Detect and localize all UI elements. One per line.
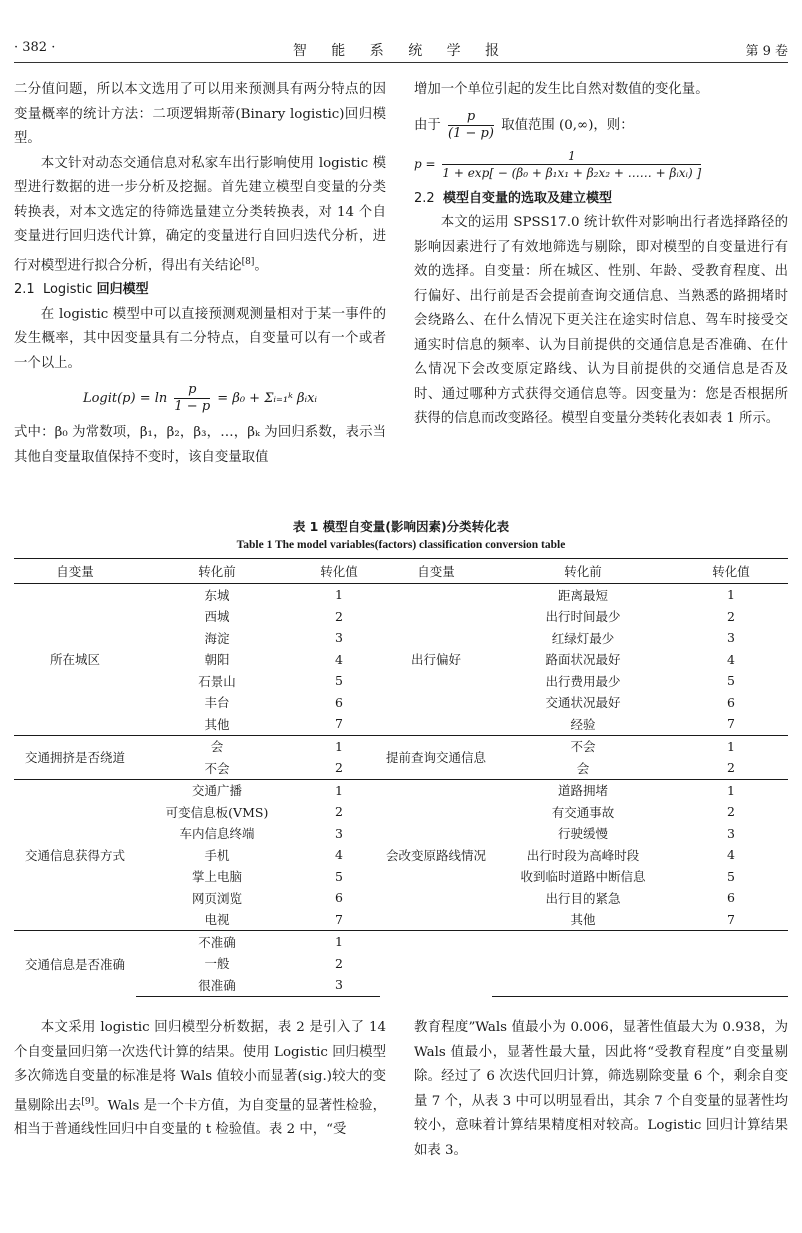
right-column-bottom [414,1016,788,1163]
equation-logit: Logit(p) = ln $\frac{p}{1 - p}$ = β₀ + Σᵢ₌₁ᵏ βᵢxᵢ [82,382,318,415]
converted-value-cell: 3 [727,825,735,841]
before-conversion-cell: 电视 [204,912,230,928]
variable-name-right: 提前查询交通信息 [380,735,492,779]
before-conversion-cell [492,974,674,996]
paragraph: 教育程度”Wals 值最小为 0.006，显著性值最大为 0.938，为 Wals 值最小，显著性最大量，因此将“受教育程度”自变量剔除。经过了 6 次迭代回归计算，筛选剔除变量 6 个，剩余自变量 7 个，从表 3 中可以明显看出，其余 7 个自变量的显著性均较小，意味着计算结果精度相对较高。Logistic 回归计算结果如表 3。 [414,1020,788,1158]
before-conversion-cell: 经验 [570,716,596,732]
converted-value-cell: 7 [335,716,343,732]
converted-value-cell: 4 [335,847,343,863]
section-heading-2-1: 2.1 Logistic 回归模型 [14,282,149,298]
converted-value-cell: 1 [298,735,380,757]
before-conversion-cell: 出行时间最少 [545,609,621,625]
paragraph: 增加一个单位引起的发生比自然对数值的变化量。 [414,82,709,97]
before-conversion-cell: 可变信息板(VMS) [165,804,269,820]
converted-value-cell: 2 [335,760,343,776]
before-conversion-cell: 其他 [570,912,596,928]
before-conversion-cell: 掌上电脑 [191,869,242,885]
paragraph: 式中：β₀ 为常数项，β₁，β₂，β₃，…，βₖ 为回归系数，表示当其他自变量取值保持不变时，该自变量取值 [14,425,386,465]
before-conversion-cell: 不准确 [136,931,298,953]
column-header: 转化值 [674,559,788,584]
column-header: 转化前 [492,559,674,584]
before-conversion-cell: 距离最短 [557,587,608,603]
column-header: 转化前 [136,559,298,584]
converted-value-cell: 3 [335,630,343,646]
converted-value-cell: 7 [727,911,735,927]
converted-value-cell: 5 [727,673,735,689]
variable-name-left: 所在城区 [49,652,100,668]
converted-value-cell: 4 [335,651,343,667]
converted-value-cell [674,931,788,953]
variable-name-right: 出行偏好 [410,652,461,668]
before-conversion-cell: 海淀 [204,630,230,646]
converted-value-cell: 6 [727,890,735,906]
table-row [14,584,788,606]
table-row [14,735,788,757]
converted-value-cell: 2 [335,804,343,820]
running-header [14,40,788,63]
table-header-row [14,559,788,584]
before-conversion-cell: 交通状况最好 [545,695,621,711]
converted-value-cell [674,953,788,975]
converted-value-cell: 4 [727,651,735,667]
volume-label: 第 9 卷 [745,44,788,59]
converted-value-cell: 6 [727,694,735,710]
converted-value-cell: 6 [335,694,343,710]
paragraph: 本文的运用 SPSS17.0 统计软件对影响出行者选择路径的影响因素进行了有效地筛选与剔除，即对模型的自变量进行有效的选择。自变量：所在城区、性别、年龄、受教育程度、出行偏好、出行前是否会提前查询交通信息、当熟悉的路拥堵时会绕路么、在什么情况下更关注在途实时信息、驾车时接受交通实时信息的频率、认为目前提供的交通信息是否准确、在什么情况下会改变原定路线、认为目前提供的交通信息是否及时、通过哪种方式获得交通信息等。因变量为：您是否根据所获得的信息而改变路径。模型自变量分类转化表如表 1 所示。 [414,215,788,426]
left-column-bottom [14,1016,386,1143]
before-conversion-cell: 红绿灯最少 [551,630,615,646]
converted-value-cell: 6 [335,890,343,906]
converted-value-cell: 5 [335,868,343,884]
paragraph: 二分值问题，所以本文选用了可以用来预测具有两分特点的因变量概率的统计方法：二项逻辑斯蒂(Binary logistic)回归模型。 [14,82,386,146]
left-column-top [14,78,386,470]
converted-value-cell: 1 [727,587,735,603]
before-conversion-cell: 手机 [204,847,230,863]
before-conversion-cell: 其他 [204,716,230,732]
before-conversion-cell: 一般 [204,956,230,972]
paragraph: 本文采用 logistic 回归模型分析数据，表 2 是引入了 14 个自变量回归第一次迭代计算的结果。使用 Logistic 回归模型多次筛选自变量的标准是将 Wals 值较小而显著(sig.)较大的变量剔除出去[9]。Wals 是一个卡方值，为自变量的显著性检验，相当于普通线性回归中自变量的 t 检验值。表 2 中，“受 [14,1020,386,1138]
table-title-cn: 表 1 模型自变量(影响因素)分类转化表 [292,519,510,534]
journal-title: 智 能 系 统 学 报 [292,43,510,59]
converted-value-cell: 5 [335,673,343,689]
before-conversion-cell: 出行时段为高峰时段 [526,847,640,863]
column-header: 自变量 [380,559,492,584]
classification-table [14,558,788,997]
before-conversion-cell: 网页浏览 [191,890,242,906]
column-header: 转化值 [298,559,380,584]
converted-value-cell: 1 [335,587,343,603]
before-conversion-cell: 石景山 [198,673,236,689]
before-conversion-cell: 有交通事故 [551,804,615,820]
paragraph: 本文针对动态交通信息对私家车出行影响使用 logistic 模型进行数据的进一步分析及挖掘。首先建立模型自变量的分类转换表，对本文选定的待筛选量建立分类转换表，对 14 个自变量进行回归迭代计算，确定的变量进行自回归迭代分析，进行对模型进行拟合分析，得出有关结论[8]。 [14,155,386,273]
before-conversion-cell: 出行目的紧急 [545,890,621,906]
citation: [8] [241,256,255,267]
before-conversion-cell [492,953,674,975]
converted-value-cell: 2 [727,804,735,820]
converted-value-cell: 2 [335,955,343,971]
before-conversion-cell [492,931,674,953]
converted-value-cell: 3 [727,630,735,646]
page-number: · 382 · [14,40,56,55]
converted-value-cell: 1 [298,931,380,953]
converted-value-cell [674,974,788,996]
converted-value-cell: 7 [727,716,735,732]
before-conversion-cell: 收到临时道路中断信息 [520,869,646,885]
before-conversion-cell: 西城 [204,609,230,625]
column-header: 自变量 [14,559,136,584]
right-column-top [414,78,788,432]
converted-value-cell: 2 [727,760,735,776]
before-conversion-cell: 车内信息终端 [179,826,255,842]
converted-value-cell: 1 [674,735,788,757]
before-conversion-cell: 路面状况最好 [545,652,621,668]
before-conversion-cell: 交通广播 [136,779,298,801]
equation-probability: p = $\frac{1}{\text{1 + exp[ − (β₀ + β₁x₁ + β₂x₂ + …… + βᵢxᵢ) ]}}$ [414,148,702,180]
before-conversion-cell: 会 [576,760,590,776]
converted-value-cell: 7 [335,911,343,927]
converted-value-cell: 1 [298,779,380,801]
before-conversion-cell: 东城 [204,587,230,603]
variable-name-right [380,931,492,997]
converted-value-cell: 3 [298,974,380,996]
equation-range: 由于 $\frac{p}{(1 - p)}$ 取值范围 (0,∞)，则： [414,108,634,141]
citation: [9] [81,1096,95,1107]
variable-name-left: 交通信息是否准确 [14,931,136,997]
variable-name-left: 交通拥挤是否绕道 [14,735,136,779]
paragraph: 在 logistic 模型中可以直接预测观测量相对于某一事件的发生概率，其中因变量具有二分特点，自变量可以有一个或者一个以上。 [14,306,386,371]
before-conversion-cell: 道路拥堵 [492,779,674,801]
before-conversion-cell: 会 [136,735,298,757]
before-conversion-cell: 很准确 [136,974,298,996]
table-row [14,779,788,801]
converted-value-cell: 3 [335,825,343,841]
converted-value-cell: 2 [727,608,735,624]
table-title-en: Table 1 The model variables(factors) classification conversion table [236,539,566,551]
before-conversion-cell: 丰台 [204,695,230,711]
converted-value-cell: 5 [727,868,735,884]
before-conversion-cell: 出行费用最少 [545,673,621,689]
before-conversion-cell: 朝阳 [204,652,230,668]
table-1 [14,518,788,997]
section-heading-2-2: 2.2 模型自变量的选取及建立模型 [414,190,612,206]
table-body [14,584,788,997]
converted-value-cell: 2 [335,608,343,624]
converted-value-cell: 1 [674,779,788,801]
before-conversion-cell: 不会 [204,760,230,776]
variable-name-right: 会改变原路线情况 [380,779,492,931]
table-row [14,931,788,953]
variable-name-left: 交通信息获得方式 [14,779,136,931]
before-conversion-cell: 行驶缓慢 [557,826,608,842]
converted-value-cell: 4 [727,847,735,863]
before-conversion-cell: 不会 [492,735,674,757]
